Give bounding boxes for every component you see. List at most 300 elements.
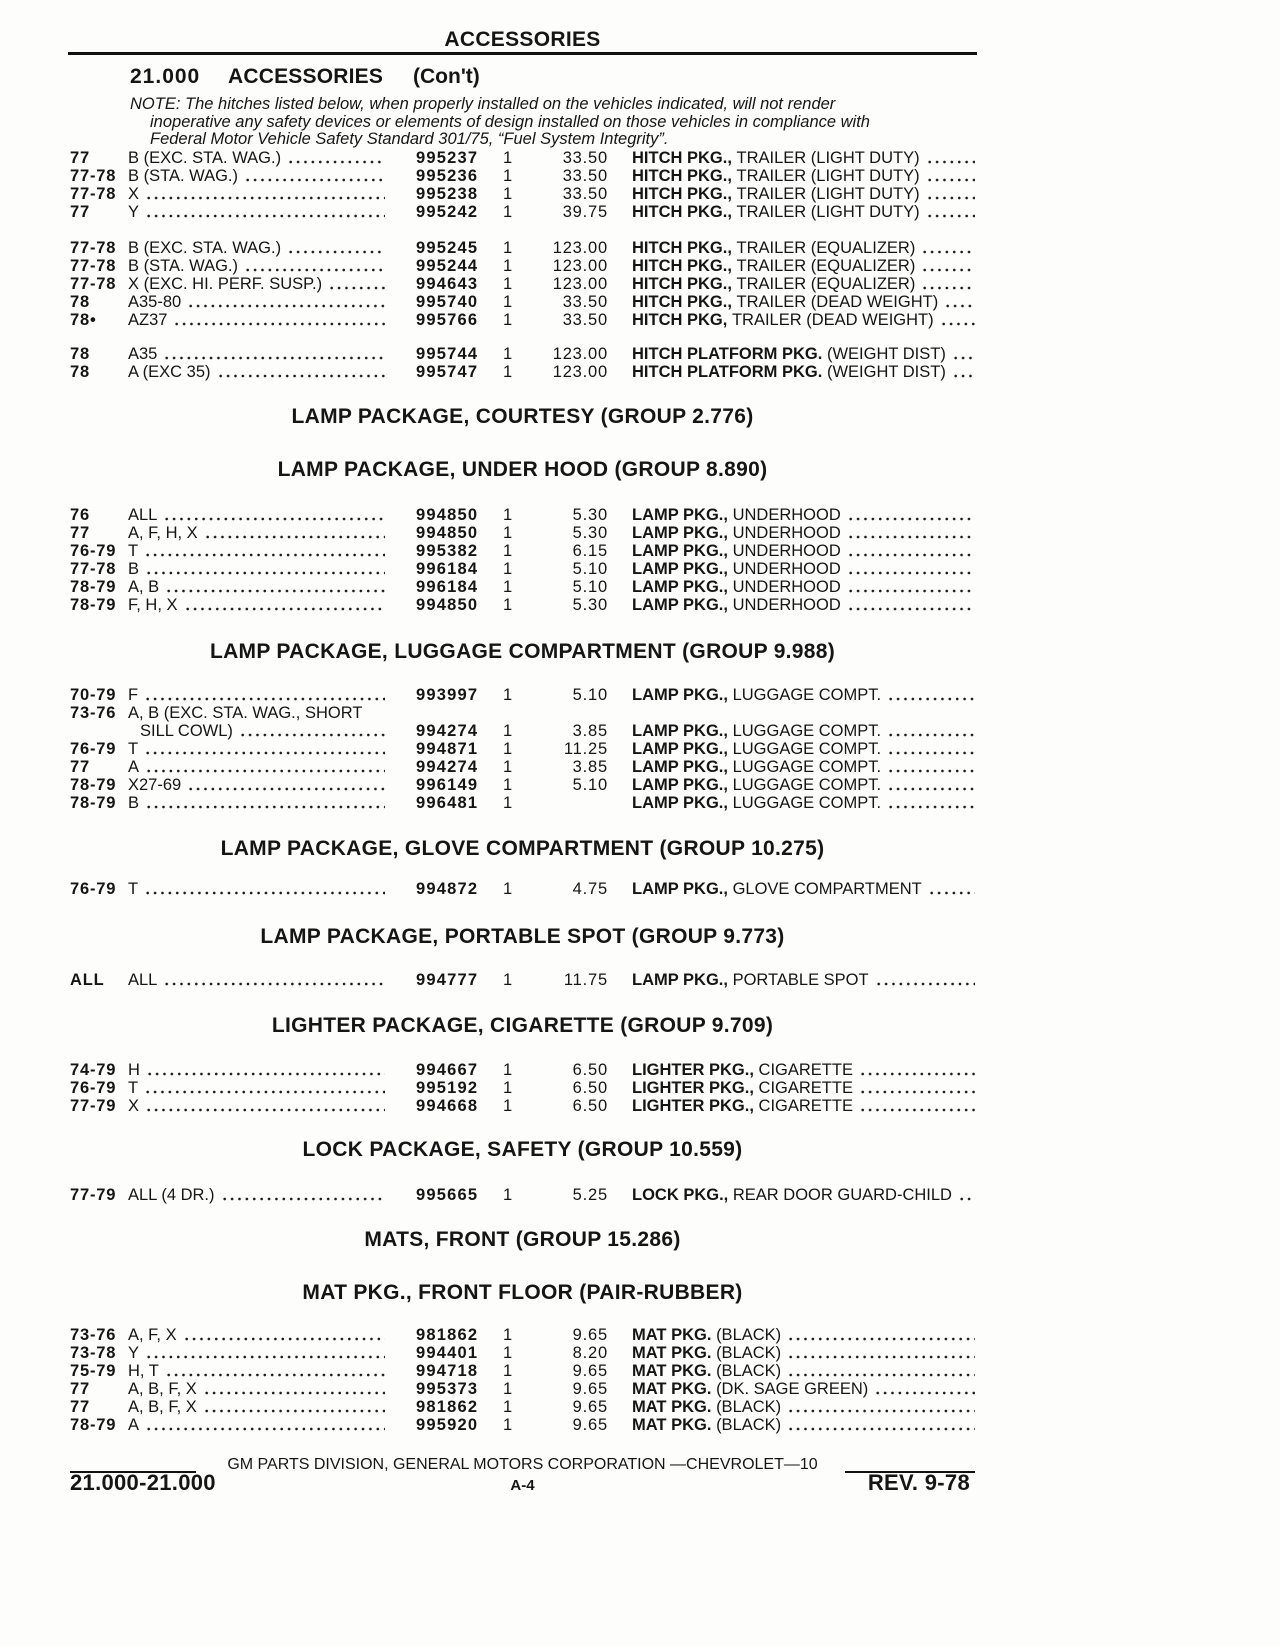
list-price: 5.10 [572,686,608,704]
part-number: 994718 [416,1362,479,1380]
part-row [0,794,1280,812]
model-code: B (STA. WAG.) [128,167,238,185]
part-row [0,1326,1280,1344]
model-column [128,506,385,524]
model-column [128,1398,385,1416]
description-name: HITCH PKG, [632,311,728,329]
description-name: LAMP PKG., [632,758,728,776]
description [632,345,975,363]
part-row [0,203,1280,221]
model-code: X [128,185,140,203]
part-row [0,880,1280,898]
hitch-light-duty-rows [0,149,1280,221]
list-price: 39.75 [562,203,608,221]
model-code: T [128,880,139,898]
dot-leader [163,345,385,363]
quantity: 1 [503,758,513,776]
description-name: MAT PKG. [632,1344,712,1362]
dot-leader [952,345,975,363]
lamp-luggage-rows [0,686,1280,812]
description-name: LIGHTER PKG., [632,1061,754,1079]
dot-leader [144,1079,385,1097]
model-column [128,740,385,758]
dot-leader [944,293,975,311]
list-price: 123.00 [552,275,608,293]
description-detail: LUGGAGE COMPT. [732,794,882,812]
dot-leader [921,275,975,293]
model-code: H [128,1061,140,1079]
part-number: 995382 [416,542,479,560]
quantity: 1 [503,1416,513,1434]
description-detail: (BLACK) [716,1362,782,1380]
model-code: A, B, F, X [128,1398,197,1416]
dot-leader [787,1344,975,1362]
lock-safety-rows [0,1186,1280,1204]
model-column [128,1079,385,1097]
description-detail: TRAILER (EQUALIZER) [736,257,916,275]
model-code: X (EXC. HI. PERF. SUSP.) [128,275,323,293]
description [632,524,975,542]
dot-leader [847,506,975,524]
model-code: Y [128,1344,140,1362]
description-name: HITCH PLATFORM PKG. [632,363,823,381]
part-row [0,185,1280,203]
note-line: inoperative any safety devices or elements of design installed on those vehicles in compliance with [150,113,870,131]
dot-leader [145,794,385,812]
model-column [128,345,385,363]
part-row [0,1416,1280,1434]
description-name: LAMP PKG., [632,560,728,578]
heading-lamp-under-hood: LAMP PACKAGE, UNDER HOOD (GROUP 8.890) [277,458,768,481]
part-number: 995747 [416,363,479,381]
quantity: 1 [503,794,513,812]
description-detail: LUGGAGE COMPT. [732,722,882,740]
model-year: 77-78 [70,257,117,275]
description-detail: TRAILER (LIGHT DUTY) [736,203,920,221]
model-code: A35-80 [128,293,182,311]
description-name: HITCH PKG., [632,167,732,185]
description [632,506,975,524]
description-detail: LUGGAGE COMPT. [732,740,882,758]
part-row [0,293,1280,311]
description-detail: UNDERHOOD [732,560,841,578]
description-name: LAMP PKG., [632,596,728,614]
model-code: B (EXC. STA. WAG.) [128,149,282,167]
part-number: 995236 [416,167,479,185]
dot-leader [203,1380,385,1398]
dot-leader [144,542,385,560]
quantity: 1 [503,345,513,363]
description-detail: LUGGAGE COMPT. [732,758,882,776]
list-price [528,794,608,812]
part-row [0,686,1280,704]
note-line: NOTE: The hitches listed below, when properly installed on the vehicles indicated, will not render [130,95,836,113]
dot-leader [787,1398,975,1416]
quantity: 1 [503,880,513,898]
description-name: LAMP PKG., [632,506,728,524]
quantity: 1 [503,1362,513,1380]
list-price: 5.30 [572,524,608,542]
dot-leader [952,363,975,381]
model-code: ALL [128,971,158,989]
quantity: 1 [503,1344,513,1362]
lighter-cigarette-rows [0,1061,1280,1115]
quantity: 1 [503,560,513,578]
model-code: B [128,794,140,812]
part-number: 995665 [416,1186,479,1204]
model-code: X [128,1097,140,1115]
model-column [128,275,385,293]
subheading-mat-pkg: MAT PKG., FRONT FLOOR (PAIR-RUBBER) [302,1281,743,1304]
part-row [0,560,1280,578]
model-code: A, B [128,578,160,596]
description-name: HITCH PLATFORM PKG. [632,345,823,363]
quantity: 1 [503,1061,513,1079]
description-name: LAMP PKG., [632,776,728,794]
model-column [128,1186,385,1204]
part-number: 994850 [416,506,479,524]
part-number: 994643 [416,275,479,293]
model-column [128,257,385,275]
quantity: 1 [503,311,513,329]
model-column [128,1344,385,1362]
dot-leader [221,1186,386,1204]
model-column [128,560,385,578]
model-code: A (EXC 35) [128,363,211,381]
part-number: 995920 [416,1416,479,1434]
part-number: 995244 [416,257,479,275]
footer-section-range: 21.000-21.000 [70,1470,216,1495]
model-year: 77 [70,1380,90,1398]
description-detail: UNDERHOOD [732,596,841,614]
dot-leader [239,722,385,740]
part-row [0,345,1280,363]
heading-lamp-portable-spot: LAMP PACKAGE, PORTABLE SPOT (GROUP 9.773) [260,925,785,948]
dot-leader [859,1097,975,1115]
model-code: T [128,1079,139,1097]
description-name: HITCH PKG., [632,239,732,257]
lamp-portable-spot-rows [0,971,1280,989]
quantity: 1 [503,1097,513,1115]
description [632,1326,975,1344]
part-number: 996184 [416,578,479,596]
model-year: 76-79 [70,880,117,898]
part-row [0,740,1280,758]
part-number: 994274 [416,758,479,776]
dot-leader [145,1416,385,1434]
model-column [128,363,385,381]
model-year: 78 [70,363,90,381]
list-price: 9.65 [572,1416,608,1434]
list-price: 6.50 [572,1061,608,1079]
dot-leader [859,1061,975,1079]
description-name: LAMP PKG., [632,524,728,542]
list-price: 11.75 [563,971,608,989]
page-title: ACCESSORIES [444,28,601,51]
model-code: ALL (4 DR.) [128,1186,215,1204]
part-number: 995373 [416,1380,479,1398]
model-code: B [128,560,140,578]
part-number: 994872 [416,880,479,898]
description-detail: TRAILER (LIGHT DUTY) [736,167,920,185]
model-column [128,578,385,596]
description [632,1416,975,1434]
dot-leader [144,880,385,898]
description [632,722,975,740]
dot-leader [146,1061,385,1079]
dot-leader [926,167,975,185]
model-column [128,167,385,185]
list-price: 5.10 [572,560,608,578]
description [632,560,975,578]
model-year: 78-79 [70,794,117,812]
dot-leader [787,1416,975,1434]
model-code: B (STA. WAG.) [128,257,238,275]
dot-leader [145,203,385,221]
list-price: 9.65 [572,1398,608,1416]
list-price: 5.30 [572,596,608,614]
dot-leader [926,185,975,203]
description [632,167,975,185]
model-code: Y [128,203,140,221]
model-column [128,1061,385,1079]
model-column [128,596,385,614]
dot-leader [244,167,385,185]
dot-leader [887,794,975,812]
part-row [0,311,1280,329]
dot-leader [875,971,975,989]
description-name: LAMP PKG., [632,971,728,989]
part-number: 994401 [416,1344,479,1362]
part-row [0,1380,1280,1398]
part-number: 995766 [416,311,479,329]
model-column [128,293,385,311]
description-name: MAT PKG. [632,1326,712,1344]
dot-leader [144,686,385,704]
quantity: 1 [503,149,513,167]
section-name: ACCESSORIES [228,65,384,88]
model-year: 73-76 [70,1326,117,1344]
quantity: 1 [503,239,513,257]
dot-leader [921,239,975,257]
description-name: HITCH PKG., [632,203,732,221]
quantity: 1 [503,524,513,542]
part-row [0,1344,1280,1362]
quantity: 1 [503,596,513,614]
model-code: AZ37 [128,311,168,329]
description [632,1344,975,1362]
list-price: 9.65 [572,1362,608,1380]
model-year: 77-78 [70,275,117,293]
dot-leader [921,257,975,275]
list-price: 9.65 [572,1380,608,1398]
description-detail: TRAILER (LIGHT DUTY) [736,185,920,203]
list-price: 5.30 [572,506,608,524]
quantity: 1 [503,275,513,293]
description [632,203,975,221]
hitch-platform-rows [0,345,1280,381]
model-column [128,203,385,221]
quantity: 1 [503,971,513,989]
part-row [0,149,1280,167]
description [632,311,975,329]
quantity: 1 [503,686,513,704]
part-number: 981862 [416,1398,479,1416]
model-code: A [128,758,140,776]
footer-revision: REV. 9-78 [867,1470,970,1495]
dot-leader [887,758,975,776]
footer-publisher: GM PARTS DIVISION, GENERAL MOTORS CORPORATION —CHEVROLET—10 [227,1456,818,1473]
model-column [128,1326,385,1344]
list-price: 9.65 [572,1326,608,1344]
model-year: 77 [70,524,90,542]
part-number: 996481 [416,794,479,812]
quantity: 1 [503,293,513,311]
description-name: MAT PKG. [632,1380,712,1398]
description-detail: REAR DOOR GUARD-CHILD [732,1186,952,1204]
dot-leader [163,971,385,989]
model-column [128,311,385,329]
description [632,275,975,293]
model-year: 70-79 [70,686,117,704]
model-year: 77-78 [70,185,117,203]
description [632,1097,975,1115]
part-number: 996184 [416,560,479,578]
description-detail: TRAILER (DEAD WEIGHT) [731,311,934,329]
description-detail: LUGGAGE COMPT. [732,686,882,704]
description [632,1079,975,1097]
description-name: LAMP PKG., [632,578,728,596]
heading-lamp-glove: LAMP PACKAGE, GLOVE COMPARTMENT (GROUP 10.275) [220,837,825,860]
model-code: A, B, F, X [128,1380,197,1398]
quantity: 1 [503,203,513,221]
dot-leader [926,149,975,167]
dot-leader [847,596,975,614]
list-price: 6.50 [572,1097,608,1115]
description-detail: (BLACK) [716,1398,782,1416]
dot-leader [847,578,975,596]
part-number: 994871 [416,740,479,758]
quantity: 1 [503,167,513,185]
part-row [0,542,1280,560]
model-year: 76-79 [70,542,117,560]
description-detail: LUGGAGE COMPT. [732,776,882,794]
model-year: 77-79 [70,1186,117,1204]
description [632,257,975,275]
part-number: 995237 [416,149,479,167]
model-column [128,794,385,812]
model-year: 78• [70,311,97,329]
part-number: 981862 [416,1326,479,1344]
description-name: LAMP PKG., [632,542,728,560]
model-code: T [128,740,139,758]
list-price: 4.75 [572,880,608,898]
list-price: 5.10 [572,776,608,794]
model-year: 77-78 [70,239,117,257]
model-year: 77 [70,758,90,776]
part-row [0,1186,1280,1204]
model-code: T [128,542,139,560]
quantity: 1 [503,542,513,560]
description-name: LAMP PKG., [632,880,728,898]
model-column [128,239,385,257]
dot-leader [244,257,385,275]
description-name: HITCH PKG., [632,293,732,311]
list-price: 123.00 [552,363,608,381]
description [632,363,975,381]
model-year: 78 [70,293,90,311]
part-number: 994777 [416,971,479,989]
lamp-glove-rows [0,880,1280,898]
description-name: HITCH PKG., [632,275,732,293]
model-code: A [128,1416,140,1434]
description-detail: (DK. SAGE GREEN) [716,1380,869,1398]
description [632,880,975,898]
dot-leader [187,293,385,311]
dot-leader [887,740,975,758]
heading-lamp-courtesy: LAMP PACKAGE, COURTESY (GROUP 2.776) [291,405,754,428]
part-number: 994850 [416,524,479,542]
description-detail: (WEIGHT DIST) [826,363,946,381]
model-year: 77-79 [70,1097,117,1115]
model-code: H, T [128,1362,159,1380]
description-detail: CIGARETTE [758,1061,853,1079]
model-year: 77 [70,149,90,167]
description [632,1186,975,1204]
dot-leader [287,239,385,257]
model-year: 78 [70,345,90,363]
model-column [128,524,385,542]
part-row [0,596,1280,614]
dot-leader [145,185,385,203]
part-row [0,704,1280,740]
section-number: 21.000 [130,65,201,88]
part-number: 993997 [416,686,479,704]
description-detail: UNDERHOOD [732,542,841,560]
dot-leader [940,311,975,329]
dot-leader [958,1186,975,1204]
part-row [0,275,1280,293]
dot-leader [287,149,385,167]
quantity: 1 [503,1326,513,1344]
mats-front-rows [0,1326,1280,1434]
dot-leader [165,1362,385,1380]
model-year: ALL [70,971,105,989]
description-detail: (BLACK) [716,1416,782,1434]
list-price: 33.50 [562,185,608,203]
list-price: 33.50 [562,311,608,329]
description-detail: UNDERHOOD [732,578,841,596]
quantity: 1 [503,185,513,203]
part-row [0,1398,1280,1416]
dot-leader [145,560,385,578]
list-price: 3.85 [572,722,608,740]
description [632,596,975,614]
model-code: ALL [128,506,158,524]
description-detail: TRAILER (LIGHT DUTY) [736,149,920,167]
part-row [0,776,1280,794]
dot-leader [165,578,385,596]
part-row [0,506,1280,524]
model-code: B (EXC. STA. WAG.) [128,239,282,257]
model-year: 77-78 [70,167,117,185]
description-detail: PORTABLE SPOT [732,971,869,989]
model-code: X27-69 [128,776,182,794]
description [632,1380,975,1398]
description-detail: UNDERHOOD [732,524,841,542]
dot-leader [874,1380,975,1398]
list-price: 3.85 [572,758,608,776]
